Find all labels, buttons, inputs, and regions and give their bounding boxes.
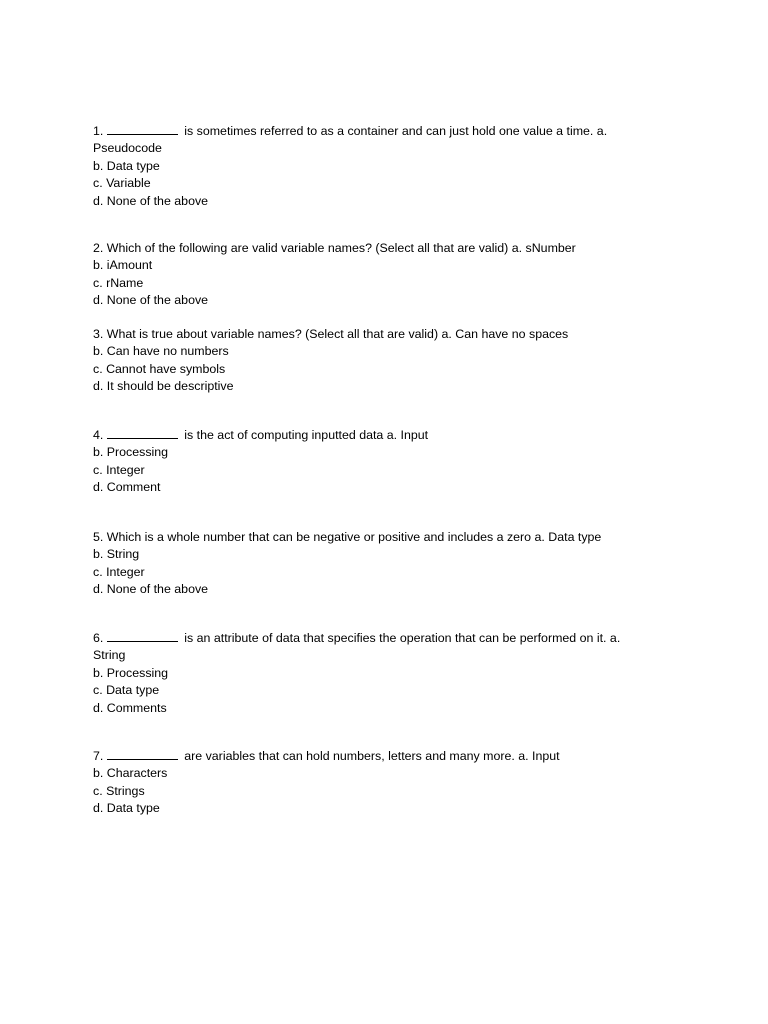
question-2 [93,240,693,310]
option-c: c. Cannot have symbols [93,361,226,376]
option-b: b. Processing [93,665,169,680]
option-b: b. Data type [93,158,160,173]
fill-in-blank [107,124,178,135]
question-4 [93,427,693,497]
option-d: d. None of the above [93,582,209,597]
question-6 [93,630,693,717]
question-5 [93,529,693,599]
option-b: b. Processing [93,445,169,460]
question-stem [93,427,693,444]
question-text-wrap: String [93,648,126,663]
option-c: c. Data type [93,683,160,698]
question-1 [93,123,693,210]
question-stem [93,529,693,546]
option-d: d. Data type [93,801,160,816]
question-number: 2. [93,241,104,255]
question-number: 4. [93,428,104,442]
question-number: 3. [93,327,104,341]
fill-in-blank [107,631,178,642]
option-c: c. Variable [93,176,151,191]
option-b: b. iAmount [93,258,153,273]
option-d: d. Comments [93,700,167,715]
option-b: b. String [93,547,140,562]
question-text: What is true about variable names? (Select all that are valid) a. Can have no spaces [106,327,569,341]
option-c: c. Strings [93,783,145,798]
option-d: d. Comment [93,480,161,495]
question-stem [93,240,693,257]
option-b: b. Can have no numbers [93,344,229,359]
question-text: Which of the following are valid variable names? (Select all that are valid) a. sNumber [106,241,576,255]
option-c: c. rName [93,275,144,290]
question-stem [93,326,693,343]
option-c: c. Integer [93,462,145,477]
question-text: Which is a whole number that can be negative or positive and includes a zero a. Data type [106,530,602,544]
question-number: 6. [93,631,104,645]
fill-in-blank [107,428,178,439]
question-stem [93,630,693,647]
option-d: d. None of the above [93,193,209,208]
question-3 [93,326,693,396]
option-d: d. It should be descriptive [93,379,234,394]
question-number: 1. [93,124,104,138]
question-text: are variables that can hold numbers, letters and many more. a. Input [184,749,560,763]
question-text: is sometimes referred to as a container and can just hold one value a time. a. [184,124,608,138]
question-number: 7. [93,749,104,763]
fill-in-blank [107,749,178,760]
question-text-wrap: Pseudocode [93,141,162,156]
question-stem [93,123,693,140]
question-text: is an attribute of data that specifies the operation that can be performed on it. a. [184,631,621,645]
question-number: 5. [93,530,104,544]
question-stem [93,748,693,765]
option-c: c. Integer [93,564,145,579]
option-d: d. None of the above [93,293,209,308]
option-b: b. Characters [93,766,168,781]
question-7 [93,748,693,818]
question-text: is the act of computing inputted data a. Input [184,428,429,442]
